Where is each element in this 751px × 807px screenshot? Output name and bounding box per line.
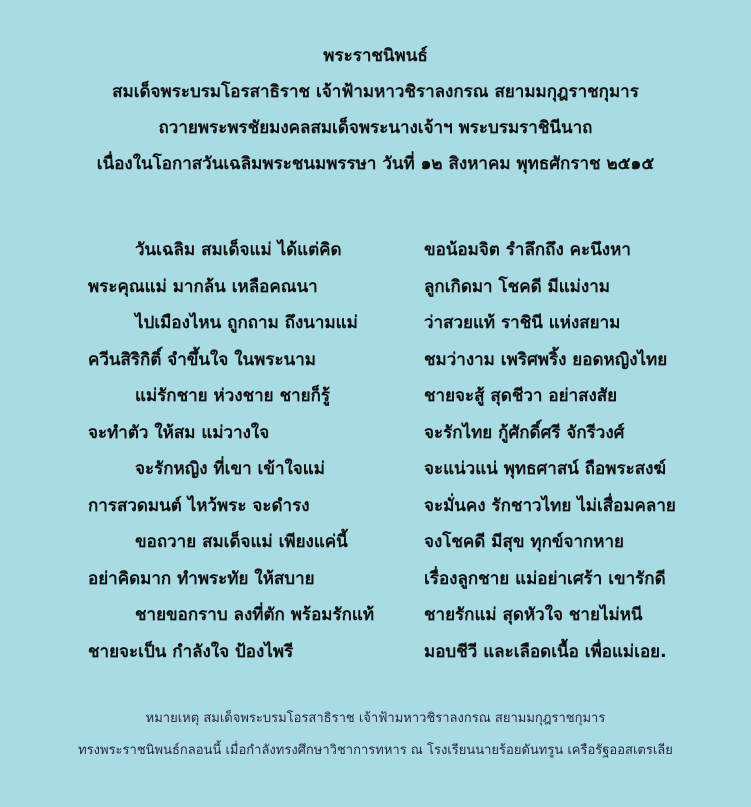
poem-line xyxy=(0,303,751,340)
document-header xyxy=(0,38,751,182)
poem-line-left: พระคุณแม่ มากล้น เหลือคณนา xyxy=(88,276,318,297)
poem-line-left: การสวดมนต์ ไหว้พระ จะดำรง xyxy=(88,495,310,516)
poem-line-right: ชายรักแม่ สุดหัวใจ ชายไม่หนี xyxy=(424,605,643,625)
poem-line-left: ขอถวาย สมเด็จแม่ เพียงแค่นี้ xyxy=(135,532,348,552)
poem-line-right: จะแน่วแน่ พุทธศาสน์ ถือพระสงฆ์ xyxy=(424,459,667,479)
poem-line-right: ลูกเกิดมา โชคดี มีแม่งาม xyxy=(424,276,610,297)
poem-line-left: ควีนสิริกิติ์ จำขึ้นใจ ในพระนาม xyxy=(88,349,316,370)
poem-line-left: อย่าคิดมาก ทำพระทัย ให้สบาย xyxy=(88,568,315,589)
poem-line-right: จะรักไทย กู้ศักดิ์ศรี จักรีวงศ์ xyxy=(424,422,625,443)
poem-line xyxy=(0,559,751,596)
poem-line-left: แม่รักชาย ห่วงชาย ชายก็รู้ xyxy=(135,386,331,406)
occasion-line: เนื่องในโอกาสวันเฉลิมพระชนมพรรษา วันที่ ๑๒ สิงหาคม พุทธศักราช ๒๕๑๕ xyxy=(96,154,655,174)
poem-line xyxy=(0,340,751,377)
poem-line-right: ขอน้อมจิต รำลึกถึง คะนึงหา xyxy=(424,240,631,260)
poem-line xyxy=(0,522,751,559)
poem-line-right: ชมว่างาม เพริศพริ้ง ยอดหญิงไทย xyxy=(424,349,668,370)
poem-line-left: ชายจะเป็น กำลังใจ ป้องไพรี xyxy=(88,641,294,662)
poem-line-left: ชายขอกราบ ลงที่ตัก พร้อมรักแท้ xyxy=(135,605,375,625)
poem-line xyxy=(0,230,751,267)
poem-line xyxy=(0,595,751,632)
poem-line xyxy=(0,632,751,669)
poem-line-right: มอบชีวี และเลือดเนื้อ เพื่อแม่เอย. xyxy=(424,641,667,662)
poem-line xyxy=(0,449,751,486)
poem-line-left: วันเฉลิม สมเด็จแม่ ได้แต่คิด xyxy=(135,240,342,260)
poem-body xyxy=(0,230,751,668)
poem-line-right: ว่าสวยแท้ ราชินี แห่งสยาม xyxy=(424,313,621,333)
poem-line-left: ไปเมืองไหน ถูกถาม ถึงนามแม่ xyxy=(135,313,358,333)
footnote-line-1: หมายเหตุ สมเด็จพระบรมโอรสาธิราช เจ้าฟ้ามหาวชิราลงกรณ สยามมกุฎราชกุมาร xyxy=(145,711,606,726)
author-line: สมเด็จพระบรมโอรสาธิราช เจ้าฟ้ามหาวชิราลงกรณ สยามมกุฎราชกุมาร xyxy=(112,82,639,102)
footnote-line-2: ทรงพระราชนิพนธ์กลอนนี้ เมื่อกำลังทรงศึกษาวิชาการทหาร ณ โรงเรียนนายร้อยดันทรูน เครือรัฐออสเตรเลีย xyxy=(78,743,673,758)
poem-line-right: จะมั่นคง รักชาวไทย ไม่เสื่อมคลาย xyxy=(424,495,676,516)
poem-line-left: จะทำตัว ให้สม แม่วางใจ xyxy=(88,422,270,443)
footnote xyxy=(0,703,751,767)
poem-line xyxy=(0,267,751,304)
poem-line-right: จงโชคดี มีสุข ทุกข์จากหาย xyxy=(424,532,625,552)
poem-line-right: เรื่องลูกชาย แม่อย่าเศร้า เขารักดี xyxy=(424,568,666,589)
dedication-line: ถวายพระพรชัยมงคลสมเด็จพระนางเจ้าฯ พระบรมราชินีนาถ xyxy=(158,118,593,138)
poem-line xyxy=(0,413,751,450)
document-title: พระราชนิพนธ์ xyxy=(323,46,428,66)
poem-line-left: จะรักหญิง ที่เขา เข้าใจแม่ xyxy=(135,459,325,479)
poem-line xyxy=(0,376,751,413)
poem-line-right: ชายจะสู้ สุดชีวา อย่าสงสัย xyxy=(424,386,618,406)
poem-line xyxy=(0,486,751,523)
